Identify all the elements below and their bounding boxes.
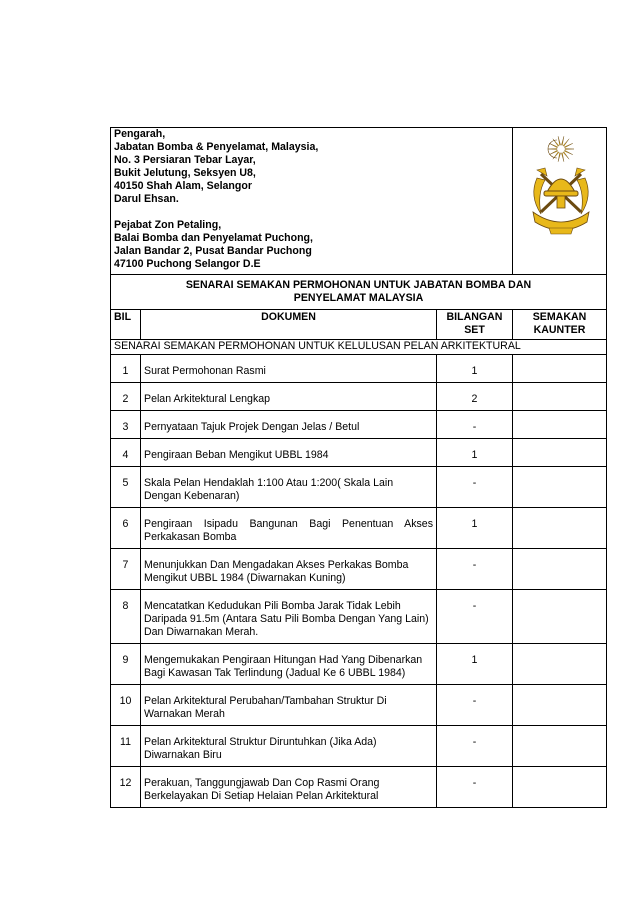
section-row bbox=[111, 340, 607, 355]
row-bil: 8 bbox=[111, 590, 141, 644]
row-dokumen: Pelan Arkitektural Struktur Diruntuhkan (Jika Ada) Diwarnakan Biru bbox=[141, 726, 437, 767]
checklist-row bbox=[111, 644, 607, 685]
row-bilangan-set: 1 bbox=[437, 355, 513, 383]
row-dokumen: Pengiraan Beban Mengikut UBBL 1984 bbox=[141, 439, 437, 467]
row-semakan-checkbox[interactable] bbox=[513, 467, 607, 508]
row-dokumen: Pernyataan Tajuk Projek Dengan Jelas / Betul bbox=[141, 411, 437, 439]
checklist-row bbox=[111, 685, 607, 726]
row-dokumen: Menunjukkan Dan Mengadakan Akses Perkakas Bomba Mengikut UBBL 1984 (Diwarnakan Kuning) bbox=[141, 549, 437, 590]
checklist-row bbox=[111, 590, 607, 644]
address-block-zone bbox=[114, 219, 509, 271]
address-hq-line: Bukit Jelutung, Seksyen U8, bbox=[114, 167, 256, 179]
checklist-row bbox=[111, 508, 607, 549]
title-row bbox=[111, 275, 607, 310]
checklist-row bbox=[111, 383, 607, 411]
address-zone-line: Jalan Bandar 2, Pusat Bandar Puchong bbox=[114, 245, 312, 257]
row-bil: 6 bbox=[111, 508, 141, 549]
row-bilangan-set: - bbox=[437, 467, 513, 508]
row-bilangan-set: - bbox=[437, 411, 513, 439]
row-bil: 3 bbox=[111, 411, 141, 439]
checklist-table bbox=[110, 127, 607, 808]
row-dokumen: Mengemukakan Pengiraan Hitungan Had Yang Dibenarkan Bagi Kawasan Tak Terlindung (Jadual Ke 6 UBBL 1984) bbox=[141, 644, 437, 685]
row-bilangan-set: - bbox=[437, 685, 513, 726]
row-semakan-checkbox[interactable] bbox=[513, 644, 607, 685]
checklist-row bbox=[111, 549, 607, 590]
checklist-row bbox=[111, 726, 607, 767]
col-bilangan-set: BILANGAN SET bbox=[437, 310, 513, 340]
checklist-row bbox=[111, 355, 607, 383]
row-dokumen: Pengiraan Isipadu Bangunan Bagi Penentuan Akses Perkakasan Bomba bbox=[141, 508, 437, 549]
row-bilangan-set: 2 bbox=[437, 383, 513, 411]
col-dokumen: DOKUMEN bbox=[141, 310, 437, 340]
address-hq-line: Jabatan Bomba & Penyelamat, Malaysia, bbox=[114, 141, 319, 153]
checklist-row bbox=[111, 767, 607, 808]
address-hq-line: 40150 Shah Alam, Selangor bbox=[114, 180, 252, 192]
col-semakan-kaunter: SEMAKAN KAUNTER bbox=[513, 310, 607, 340]
row-bil: 1 bbox=[111, 355, 141, 383]
address-hq-line: Darul Ehsan. bbox=[114, 193, 179, 205]
address-zone-line: Balai Bomba dan Penyelamat Puchong, bbox=[114, 232, 313, 244]
row-bil: 4 bbox=[111, 439, 141, 467]
row-semakan-checkbox[interactable] bbox=[513, 383, 607, 411]
row-dokumen: Perakuan, Tanggungjawab Dan Cop Rasmi Orang Berkelayakan Di Setiap Helaian Pelan Arkitektural bbox=[141, 767, 437, 808]
row-bilangan-set: 1 bbox=[437, 508, 513, 549]
row-dokumen: Pelan Arkitektural Lengkap bbox=[141, 383, 437, 411]
row-dokumen: Surat Permohonan Rasmi bbox=[141, 355, 437, 383]
row-semakan-checkbox[interactable] bbox=[513, 411, 607, 439]
row-semakan-checkbox[interactable] bbox=[513, 549, 607, 590]
section-title: SENARAI SEMAKAN PERMOHONAN UNTUK KELULUSAN PELAN ARKITEKTURAL bbox=[111, 340, 607, 355]
crest-cell bbox=[513, 128, 607, 275]
address-zone-line: Pejabat Zon Petaling, bbox=[114, 219, 222, 231]
row-bil: 10 bbox=[111, 685, 141, 726]
document-page bbox=[110, 127, 606, 808]
row-dokumen: Pelan Arkitektural Perubahan/Tambahan Struktur Di Warnakan Merah bbox=[141, 685, 437, 726]
row-bilangan-set: 1 bbox=[437, 644, 513, 685]
document-title bbox=[111, 275, 607, 310]
crest-star-icon bbox=[548, 136, 574, 161]
checklist-row bbox=[111, 411, 607, 439]
row-semakan-checkbox[interactable] bbox=[513, 439, 607, 467]
row-bil: 7 bbox=[111, 549, 141, 590]
row-dokumen: Mencatatkan Kedudukan Pili Bomba Jarak Tidak Lebih Daripada 91.5m (Antara Satu Pili Bomba Dengan Yang Lain) Dan Diwarnakan Merah. bbox=[141, 590, 437, 644]
column-header-row bbox=[111, 310, 607, 340]
row-bil: 5 bbox=[111, 467, 141, 508]
row-semakan-checkbox[interactable] bbox=[513, 355, 607, 383]
address-hq-line: Pengarah, bbox=[114, 128, 166, 140]
row-bilangan-set: - bbox=[437, 549, 513, 590]
row-semakan-checkbox[interactable] bbox=[513, 767, 607, 808]
address-zone-line: 47100 Puchong Selangor D.E bbox=[114, 258, 261, 270]
checklist-row bbox=[111, 467, 607, 508]
bomba-crest-icon bbox=[527, 134, 595, 238]
row-bil: 9 bbox=[111, 644, 141, 685]
row-bil: 12 bbox=[111, 767, 141, 808]
col-bil: BIL bbox=[111, 310, 141, 340]
header-row bbox=[111, 128, 607, 275]
row-semakan-checkbox[interactable] bbox=[513, 685, 607, 726]
row-dokumen: Skala Pelan Hendaklah 1:100 Atau 1:200( Skala Lain Dengan Kebenaran) bbox=[141, 467, 437, 508]
row-bilangan-set: 1 bbox=[437, 439, 513, 467]
row-semakan-checkbox[interactable] bbox=[513, 508, 607, 549]
row-semakan-checkbox[interactable] bbox=[513, 726, 607, 767]
row-bil: 2 bbox=[111, 383, 141, 411]
address-hq-line: No. 3 Persiaran Tebar Layar, bbox=[114, 154, 256, 166]
address-block-hq bbox=[114, 128, 509, 206]
row-semakan-checkbox[interactable] bbox=[513, 590, 607, 644]
title-line-2: PENYELAMAT MALAYSIA bbox=[293, 292, 424, 304]
address-cell bbox=[111, 128, 513, 275]
checklist-row bbox=[111, 439, 607, 467]
row-bilangan-set: - bbox=[437, 590, 513, 644]
title-line-1: SENARAI SEMAKAN PERMOHONAN UNTUK JABATAN BOMBA DAN bbox=[185, 279, 532, 291]
row-bilangan-set: - bbox=[437, 726, 513, 767]
row-bilangan-set: - bbox=[437, 767, 513, 808]
row-bil: 11 bbox=[111, 726, 141, 767]
